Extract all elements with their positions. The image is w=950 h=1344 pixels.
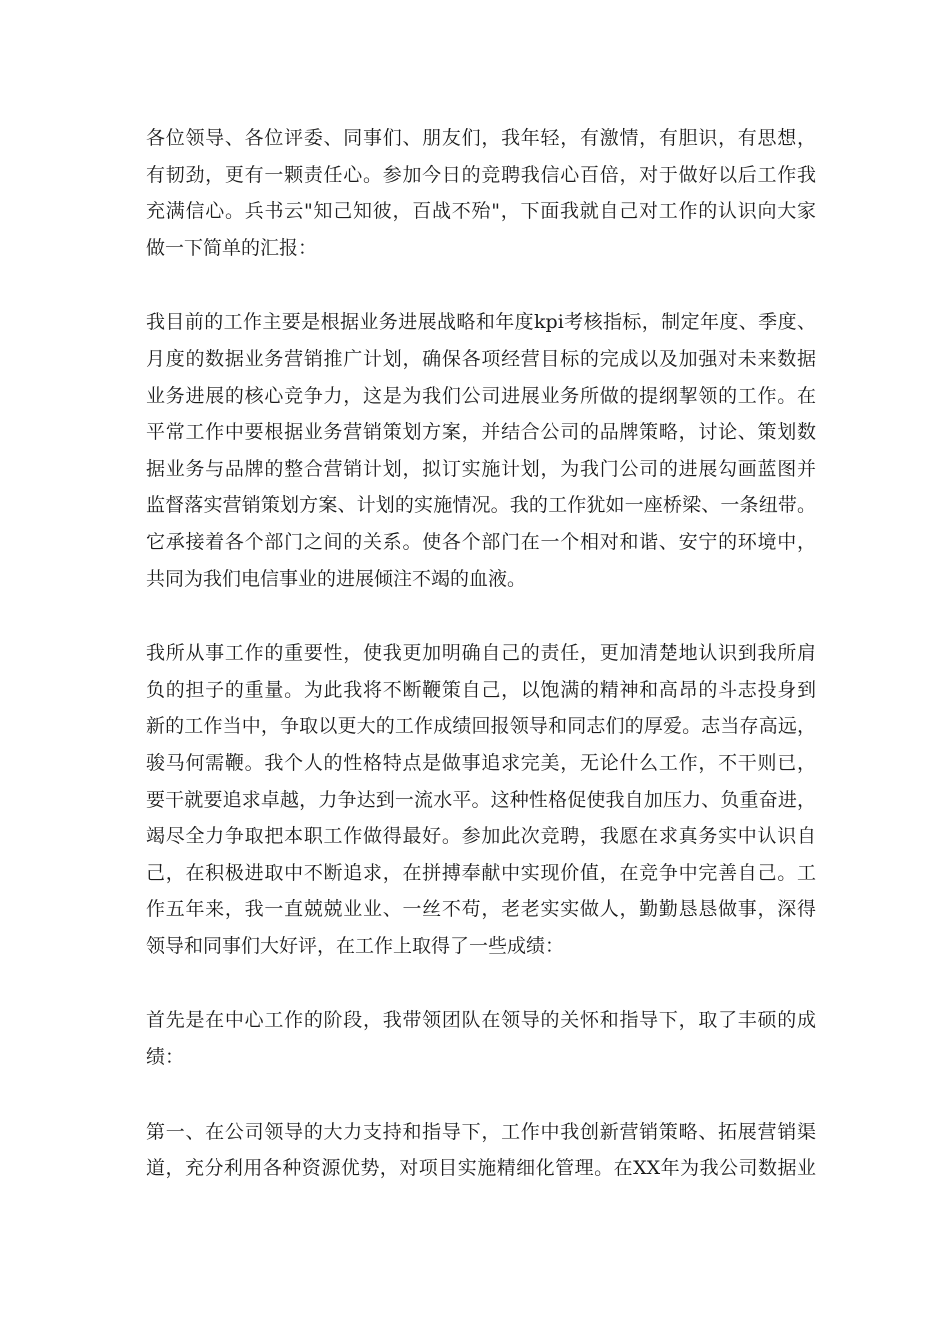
document-body: [146, 120, 816, 1225]
text-line: 绩：: [146, 1046, 185, 1069]
text-line: 要干就要追求卓越，力争达到一流水平。这种性格促使我自加压力、负重奋进，: [146, 788, 816, 811]
text-line: 月度的数据业务营销推广计划，确保各项经营目标的完成以及加强对未来数据: [146, 347, 816, 370]
text-line: 骏马何需鞭。我个人的性格特点是做事追求完美，无论什么工作，不干则已，: [146, 751, 816, 774]
text-line: 充满信心。兵书云"知己知彼，百战不殆"，下面我就自己对工作的认识向大家: [146, 200, 816, 223]
text-line: 领导和同事们大好评，在工作上取得了一些成绩：: [146, 934, 565, 957]
text-line: 第一、在公司领导的大力支持和指导下，工作中我创新营销策略、拓展营销渠: [146, 1120, 816, 1143]
text-line: 己，在积极进取中不断追求，在拼搏奉献中实现价值，在竞争中完善自己。工: [146, 861, 816, 884]
text-line: 监督落实营销策划方案、计划的实施情况。我的工作犹如一座桥梁、一条纽带。: [146, 494, 816, 517]
paragraph-current-work: [146, 304, 816, 597]
text-line: 我目前的工作主要是根据业务进展战略和年度kpi考核指标，制定年度、季度、: [146, 311, 816, 334]
paragraph-responsibility: [146, 635, 816, 964]
text-line: 竭尽全力争取把本职工作做得最好。参加此次竞聘，我愿在求真务实中认识自: [146, 825, 816, 848]
text-line: 有韧劲，更有一颗责任心。参加今日的竞聘我信心百倍，对于做好以后工作我: [146, 163, 816, 186]
text-line: 平常工作中要根据业务营销策划方案，并结合公司的品牌策略，讨论、策划数: [146, 421, 816, 444]
paragraph-opening: [146, 120, 816, 266]
text-line: 作五年来，我一直兢兢业业、一丝不苟，老老实实做人，勤勤恳恳做事，深得: [146, 898, 816, 921]
paragraph-first-point: [146, 1114, 816, 1187]
text-line: 道，充分利用各种资源优势，对项目实施精细化管理。在XX年为我公司数据业: [146, 1157, 816, 1180]
text-line: 它承接着各个部门之间的关系。使各个部门在一个相对和谐、安宁的环境中，: [146, 530, 816, 553]
text-line: 做一下简单的汇报：: [146, 236, 318, 259]
text-line: 我所从事工作的重要性，使我更加明确自己的责任，更加清楚地认识到我所肩: [146, 642, 816, 665]
text-line: 业务进展的核心竞争力，这是为我们公司进展业务所做的提纲挈领的工作。在: [146, 384, 816, 407]
text-line: 各位领导、各位评委、同事们、朋友们，我年轻，有激情，有胆识，有思想，: [146, 127, 816, 149]
text-line: 负的担子的重量。为此我将不断鞭策自己，以饱满的精神和高昂的斗志投身到: [146, 678, 816, 701]
text-line: 新的工作当中，争取以更大的工作成绩回报领导和同志们的厚爱。志当存高远，: [146, 715, 816, 738]
paragraph-center-stage: [146, 1002, 816, 1075]
text-line: 共同为我们电信事业的进展倾注不竭的血液。: [146, 567, 527, 590]
text-line: 首先是在中心工作的阶段，我带领团队在领导的关怀和指导下，取了丰硕的成: [146, 1009, 816, 1032]
text-line: 据业务与品牌的整合营销计划，拟订实施计划，为我门公司的进展勾画蓝图并: [146, 457, 816, 480]
